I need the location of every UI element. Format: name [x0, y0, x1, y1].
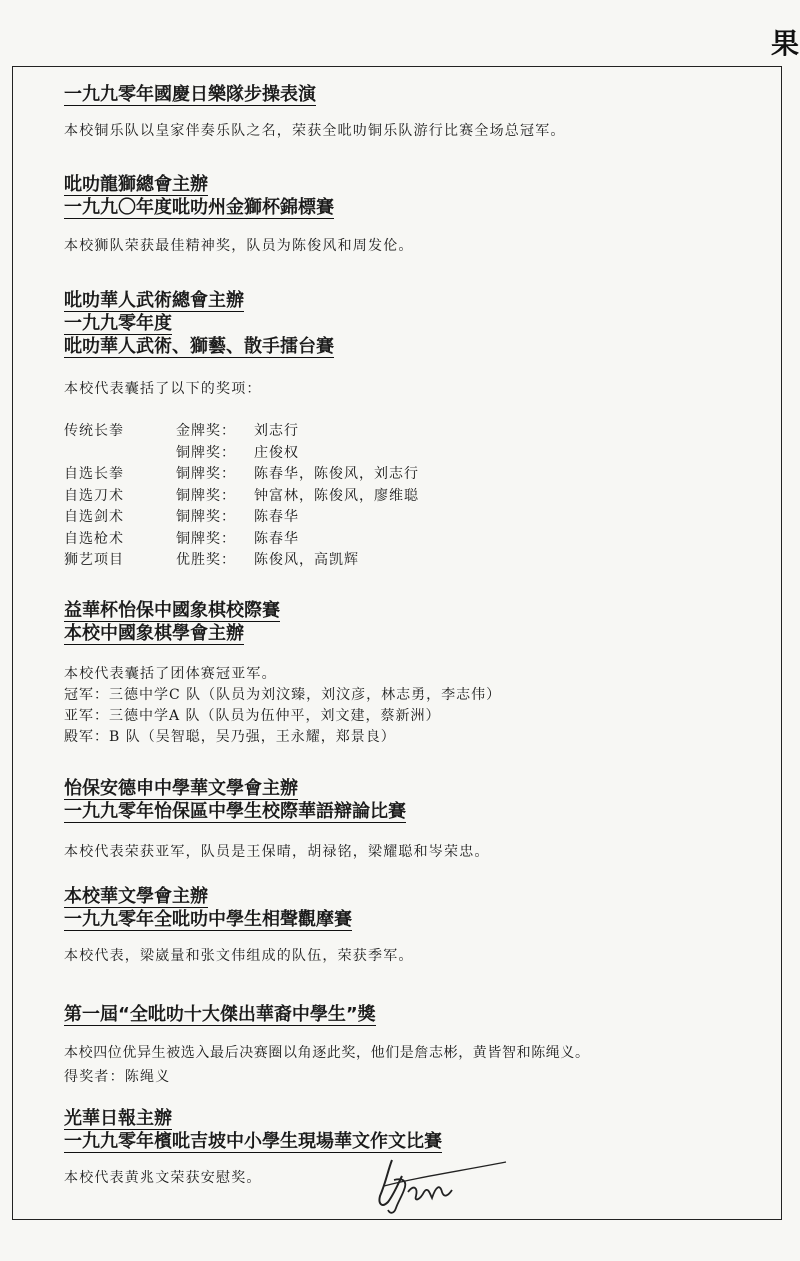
award-medal: 优胜奖： — [176, 552, 236, 568]
section-heading: 吡叻龍獅總會主辦 — [64, 174, 208, 195]
section-heading: 一九九零年國慶日樂隊步操表演 — [64, 84, 316, 105]
winner-line: 得奖者：陈绳义 — [64, 1069, 171, 1085]
award-row — [64, 464, 584, 486]
award-event: 狮艺项目 — [64, 552, 124, 568]
award-row — [64, 529, 584, 551]
section-text: 本校代表荣获亚军，队员是王保晴，胡禄铭，梁耀聪和岑荣忠。 — [64, 844, 490, 860]
corner-mark: 果 — [770, 27, 800, 60]
result-line: 殿军：B 队（吴智聪，吴乃强，王永耀，郑景良） — [64, 729, 396, 745]
section-text: 本校代表囊括了团体赛冠亚军。 — [64, 666, 277, 682]
section-text: 本校铜乐队以皇家伴奏乐队之名，荣获全吡叻铜乐队游行比赛全场总冠军。 — [64, 123, 566, 139]
section-chinese-chess — [64, 600, 754, 748]
section-text: 本校代表黄兆文荣获安慰奖。 — [64, 1170, 262, 1186]
section-heading: 一九九零年怡保區中學生校際華語辯論比賽 — [64, 801, 406, 822]
award-winners: 陈春华，陈俊风，刘志行 — [254, 466, 419, 482]
section-text: 本校代表囊括了以下的奖项： — [64, 381, 262, 397]
award-winners: 庄俊权 — [254, 444, 299, 461]
section-heading: 一九九零年檳吡吉坡中小學生現場華文作文比賽 — [64, 1131, 442, 1152]
section-martial-arts — [64, 290, 754, 400]
section-heading: 益華杯怡保中國象棋校際賽 — [64, 600, 280, 621]
award-event — [64, 443, 176, 465]
section-national-day-band — [64, 84, 754, 142]
awards-table — [64, 421, 584, 572]
section-heading: 光華日報主辦 — [64, 1108, 172, 1129]
section-heading: 吡叻華人武術、獅藝、散手擂台賽 — [64, 336, 334, 357]
award-row — [64, 550, 584, 572]
award-event: 自选枪术 — [64, 530, 124, 547]
section-heading: 本校華文學會主辦 — [64, 886, 208, 907]
result-line: 亚军：三德中学A 队（队员为伍仲平，刘文建，蔡新洲） — [64, 708, 441, 724]
section-heading: 本校中國象棋學會主辦 — [64, 623, 244, 644]
award-winners: 陈俊风，高凯辉 — [254, 552, 359, 568]
award-row — [64, 486, 584, 508]
section-heading: 一九九零年全吡叻中學生相聲觀摩賽 — [64, 909, 352, 930]
award-medal: 铜牌奖： — [176, 466, 236, 482]
award-row — [64, 421, 584, 443]
section-debate — [64, 778, 754, 863]
award-event: 自选剑术 — [64, 509, 124, 525]
award-event: 自选刀术 — [64, 487, 124, 504]
section-heading: 一九九〇年度吡叻州金獅杯錦標賽 — [64, 197, 334, 218]
section-text: 本校狮队荣获最佳精神奖，队员为陈俊风和周发伦。 — [64, 238, 414, 254]
award-medal: 铜牌奖： — [176, 530, 236, 547]
section-crosstalk — [64, 886, 754, 967]
award-row — [64, 443, 584, 465]
award-medal: 铜牌奖： — [176, 509, 236, 525]
section-heading: 第一屆“全吡叻十大傑出華裔中學生”獎 — [64, 1004, 376, 1025]
section-text: 本校四位优异生被选入最后决赛圈以角逐此奖，他们是詹志彬，黄皆智和陈绳义。 — [64, 1045, 590, 1061]
award-row — [64, 507, 584, 529]
award-medal: 铜牌奖： — [176, 444, 236, 461]
award-winners: 陈春华 — [254, 530, 299, 547]
section-text: 本校代表，梁崴量和张文伟组成的队伍，荣获季军。 — [64, 948, 414, 964]
award-event: 传统长拳 — [64, 423, 124, 439]
award-event: 自选长拳 — [64, 466, 124, 482]
award-winners: 刘志行 — [254, 423, 299, 439]
award-medal: 铜牌奖： — [176, 487, 236, 504]
section-heading: 怡保安德申中學華文學會主辦 — [64, 778, 298, 799]
section-heading: 一九九零年度 — [64, 313, 172, 334]
award-medal: 金牌奖： — [176, 423, 236, 439]
section-heading: 吡叻華人武術總會主辦 — [64, 290, 244, 311]
award-winners: 钟富林，陈俊风，廖维聪 — [254, 487, 419, 504]
result-line: 冠军：三德中学C 队（队员为刘汶臻，刘汶彦，林志勇，李志伟） — [64, 687, 502, 703]
section-lion-dance — [64, 174, 754, 257]
handwritten-signature — [374, 1156, 514, 1218]
section-outstanding-students — [64, 1004, 754, 1088]
award-winners: 陈春华 — [254, 509, 299, 525]
